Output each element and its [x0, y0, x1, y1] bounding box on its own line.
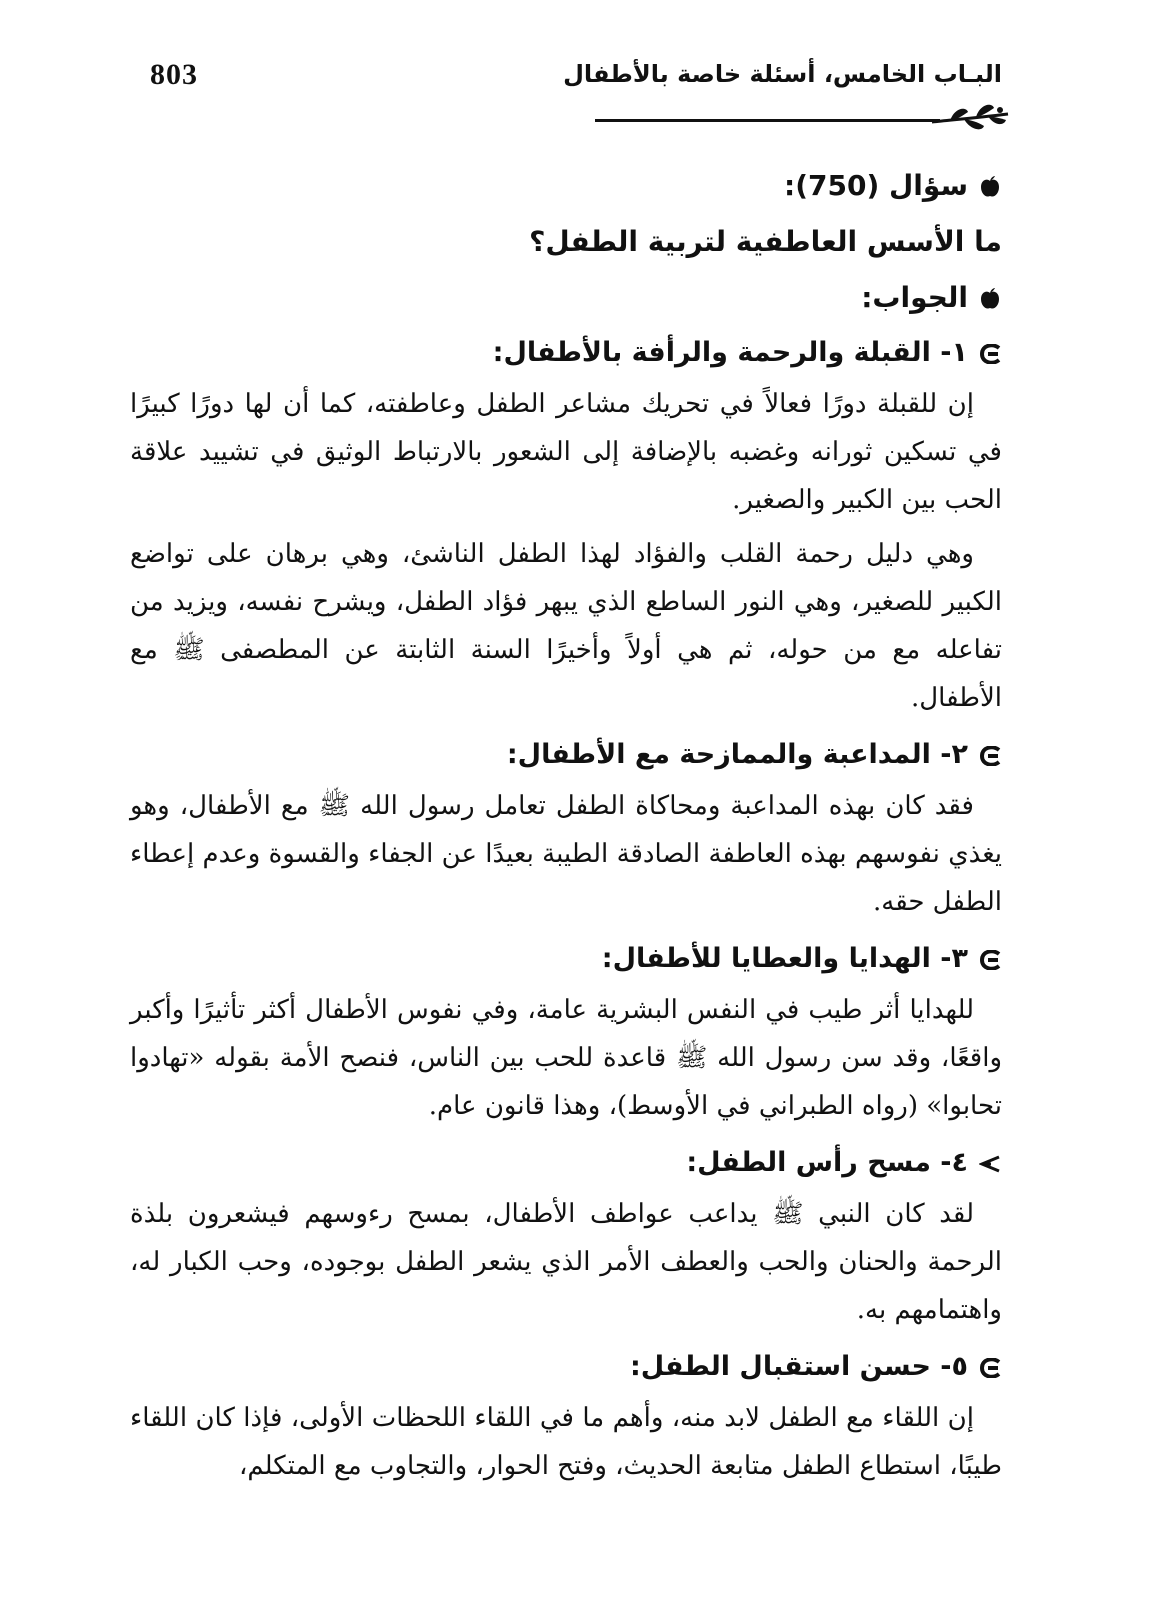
section-paragraph: للهدايا أثر طيب في النفس البشرية عامة، وفي نفوس الأطفال أكثر تأثيرًا وأكبر واقعًا، وقد سن رسول الله ﷺ قاعدة للحب بين الناس، فنصح الأمة بقوله «تهادوا تحابوا» (رواه الطبراني في الأوسط)، وهذا قانون عام. [130, 995, 1002, 1121]
hook-bullet-icon [978, 326, 1002, 380]
section-heading-text: ١- القبلة والرحمة والرأفة بالأطفال: [492, 337, 968, 368]
apple-bullet-icon [978, 270, 1002, 326]
leaf-ornament-icon [930, 100, 1010, 140]
section-heading-text: ٢- المداعبة والممازحة مع الأطفال: [506, 739, 968, 770]
header-divider [595, 119, 940, 122]
question-label: سؤال (750): [784, 169, 968, 202]
section-heading-text: ٣- الهدايا والعطايا للأطفال: [601, 943, 968, 974]
running-header-title: البـاب الخامس، أسئلة خاصة بالأطفال [563, 60, 1002, 88]
section-paragraph: فقد كان بهذه المداعبة ومحاكاة الطفل تعامل رسول الله ﷺ مع الأطفال، وهو يغذي نفوسهم بهذه العاطفة الصادقة الطيبة بعيدًا عن الجفاء والقسوة وعدم إعطاء الطفل حقه. [130, 791, 1002, 917]
section-heading [130, 728, 1002, 782]
section-heading-text: ٥- حسن استقبال الطفل: [630, 1351, 968, 1382]
page-body [130, 158, 1002, 1496]
page-number: 803 [150, 58, 198, 91]
section-heading-text: ٤- مسح رأس الطفل: [686, 1147, 968, 1178]
apple-bullet-icon [978, 158, 1002, 214]
section-heading [130, 932, 1002, 986]
answer-label: الجواب: [861, 281, 968, 314]
section-paragraph: لقد كان النبي ﷺ يداعب عواطف الأطفال، بمسح رءوسهم فيشعرون بلذة الرحمة والحنان والحب والعطف الأمر الذي يشعر الطفل بوجوده، وحب الكبار له، واهتمامهم به. [130, 1199, 1002, 1325]
hook-bullet-icon [978, 932, 1002, 986]
section-heading [130, 1340, 1002, 1394]
arrow-bullet-icon [978, 1136, 1002, 1190]
question-label-line [130, 158, 1002, 214]
answer-label-line [130, 270, 1002, 326]
hook-bullet-icon [978, 728, 1002, 782]
section-paragraph: وهي دليل رحمة القلب والفؤاد لهذا الطفل الناشئ، وهي برهان على تواضع الكبير للصغير، وهي النور الساطع الذي يبهر فؤاد الطفل، ويشرح نفسه، ويزيد من تفاعله مع من حوله، ثم هي أولاً وأخيرًا السنة الثابتة عن المطصفى ﷺ مع الأطفال. [130, 539, 1002, 713]
section-paragraph: إن اللقاء مع الطفل لابد منه، وأهم ما في اللقاء اللحظات الأولى، فإذا كان اللقاء طيبًا، استطاع الطفل متابعة الحديث، وفتح الحوار، والتجاوب مع المتكلم، [130, 1403, 1002, 1481]
section-heading [130, 326, 1002, 380]
question-text: ما الأسس العاطفية لتربية الطفل؟ [529, 225, 1002, 258]
hook-bullet-icon [978, 1340, 1002, 1394]
section-paragraph: إن للقبلة دورًا فعالاً في تحريك مشاعر الطفل وعاطفته، كما أن لها دورًا كبيرًا في تسكين ثورانه وغضبه بالإضافة إلى الشعور بالارتباط الوثيق في تشييد علاقة الحب بين الكبير والصغير. [130, 389, 1002, 515]
section-heading [130, 1136, 1002, 1190]
